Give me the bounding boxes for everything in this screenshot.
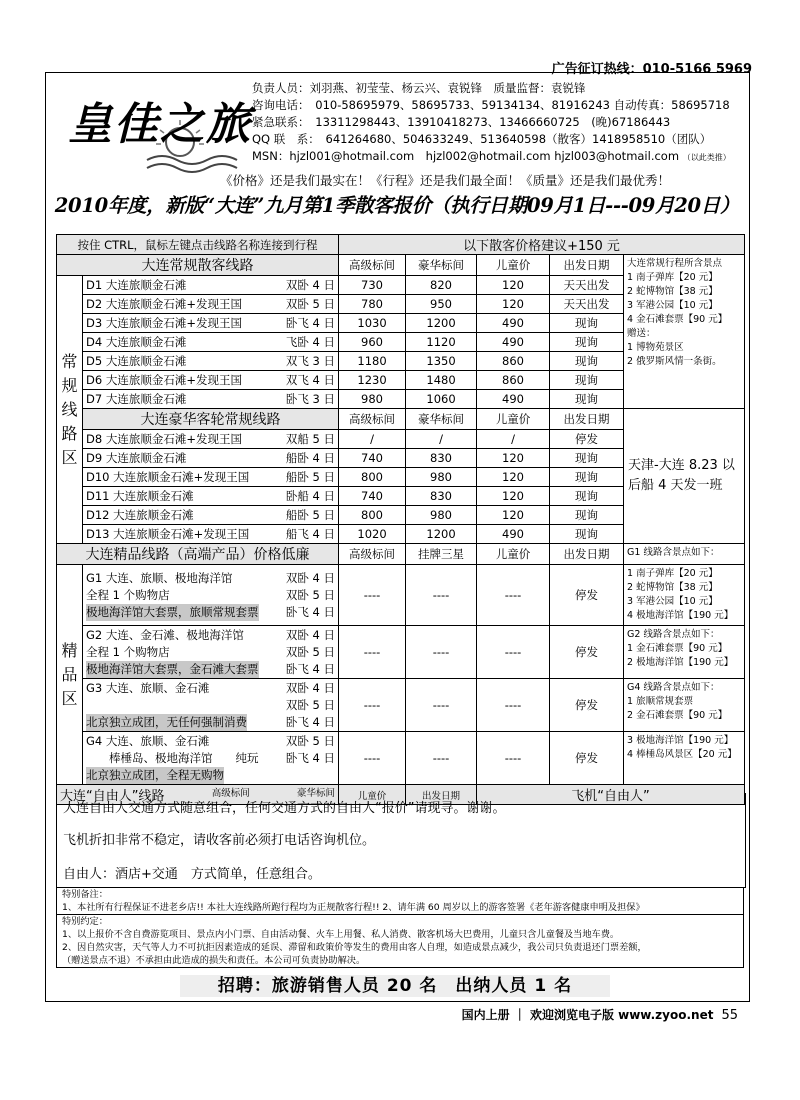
transport: 船卧 4 日	[285, 451, 336, 465]
transport: 双卧 4 日	[285, 278, 336, 292]
col-header: 高级标间	[339, 544, 406, 565]
responsible-persons: 负责人员：刘羽燕、初莹莹、杨云兴、袁锐锋 质量监督：袁锐锋	[252, 81, 586, 95]
col-header: 出发日期	[550, 544, 624, 565]
route-detail: 极地海洋馆大套票，金石滩大套票	[86, 661, 259, 676]
route-link[interactable]: D9 大连旅顺金石滩	[86, 451, 187, 465]
slogan: 《价格》还是我们最实在！《行程》还是我们最全面！《质量》还是我们最优秀！	[220, 173, 671, 188]
col-header: 出发日期	[550, 255, 624, 276]
route-detail: 全程 1 个购物店	[86, 644, 170, 659]
price-standard: 780	[339, 295, 406, 314]
route-link[interactable]: D10 大连旅顺金石滩+发现王国	[86, 470, 250, 484]
price-child: ----	[477, 679, 550, 732]
price-standard: 1020	[339, 525, 406, 544]
page-title: 2010年度，新版“大连”九月第1季散客报价（执行日期09月1日---09月20日）	[54, 194, 740, 217]
col-header: 高级标间	[339, 409, 406, 430]
price-three-star: ----	[406, 679, 477, 732]
price-child: 120	[477, 449, 550, 468]
agreement-2: 2、因自然灾害，天气等人力不可抗拒因素造成的延误、滞留和政策价等发生的费用由客人自理，如造成景点减少，我公司只负责退还门票差额，	[62, 942, 647, 953]
col-header: 高级标间	[211, 788, 250, 799]
route-link[interactable]: D2 大连旅顺金石滩+发现王国	[86, 297, 242, 311]
transport: 双卧 5 日	[285, 587, 336, 602]
logo-text: 皇佳之旅	[68, 99, 252, 150]
agreement-3: （赠送景点不退）不承担由此造成的损失和责任。本公司可负责协助解决。	[62, 955, 366, 966]
departure: 天天出发	[550, 276, 624, 295]
col-header: 儿童价	[339, 785, 406, 805]
side-note: G2 线路含景点如下：	[627, 629, 720, 640]
price-standard: 1180	[339, 352, 406, 371]
price-child: ----	[477, 732, 550, 785]
side-note: 3 军港公园【10 元】	[627, 596, 718, 607]
side-note: 2 蛇博物馆【38 元】	[627, 286, 718, 297]
free-traveler-box	[56, 793, 746, 888]
remark-title: 特别备注：	[62, 889, 108, 900]
table-row	[57, 626, 745, 679]
transport: 双卧 5 日	[285, 697, 336, 712]
price-child: /	[477, 430, 550, 449]
price-table	[56, 234, 745, 805]
route-link[interactable]: D8 大连旅顺金石滩+发现王国	[86, 432, 242, 446]
transport: 双卧 5 日	[285, 644, 336, 659]
price-deluxe: 830	[406, 487, 477, 506]
departure: 停发	[550, 430, 624, 449]
col-header: 出发日期	[550, 409, 624, 430]
departure: 现询	[550, 333, 624, 352]
price-standard: 800	[339, 506, 406, 525]
notes-section	[56, 887, 744, 968]
departure: 现询	[550, 487, 624, 506]
side-note: 2 蛇博物馆【38 元】	[627, 582, 718, 593]
msn-contact: MSN：hjzl001@hotmail.com hjzl002@hotmail.com hjzl003@hotmail.com	[252, 149, 680, 163]
transport: 双船 5 日	[285, 432, 336, 446]
transport: 卧飞 4 日	[285, 750, 336, 765]
price-three-star: ----	[406, 565, 477, 626]
transport: 卧飞 4 日	[285, 714, 336, 729]
price-deluxe: /	[406, 430, 477, 449]
route-link[interactable]: D5 大连旅顺金石滩	[86, 354, 187, 368]
price-deluxe: 1060	[406, 390, 477, 409]
ad-hotline: 广告征订热线：010-5166 5969	[551, 62, 752, 77]
link-instruction: 按住 CTRL，鼠标左键点击线路名称连接到行程	[57, 235, 339, 255]
transport: 双卧 4 日	[285, 570, 336, 585]
side-note: 4 金石滩套票【90 元】	[627, 314, 728, 325]
price-three-star: ----	[406, 732, 477, 785]
side-note: 2 极地海洋馆【190 元】	[627, 657, 734, 668]
side-note: 1 博物苑景区	[627, 342, 684, 353]
col-header: 儿童价	[477, 409, 550, 430]
side-note: 1 南子弹库【20 元】	[627, 568, 718, 579]
table-row	[57, 732, 745, 785]
cruise-section-title: 大连豪华客轮常规线路	[83, 409, 339, 430]
remark-text: 1、本社所有行程保证不进老乡店!! 本社大连线路所跑行程均为正规散客行程!! 2、请年满 60 周岁以上的游客签署《老年游客健康申明及担保》	[62, 902, 645, 913]
price-standard: ----	[339, 565, 406, 626]
price-standard: 1030	[339, 314, 406, 333]
departure: 现询	[550, 390, 624, 409]
contact-block	[252, 80, 731, 166]
premium-section-label: 精品区	[57, 565, 83, 785]
price-deluxe: 1480	[406, 371, 477, 390]
price-standard: 800	[339, 468, 406, 487]
transport: 飞卧 4 日	[285, 335, 336, 349]
free-text-2: 飞机折扣非常不稳定，请收客前必须打电话咨询机位。	[63, 833, 376, 848]
price-child: ----	[477, 565, 550, 626]
side-note: G4 线路含景点如下：	[627, 682, 720, 693]
transport: 双卧 5 日	[285, 297, 336, 311]
price-deluxe: 830	[406, 449, 477, 468]
route-link[interactable]: D7 大连旅顺金石滩	[86, 392, 187, 406]
transport: 船卧 5 日	[285, 508, 336, 522]
departure: 现询	[550, 449, 624, 468]
price-three-star: ----	[406, 626, 477, 679]
side-note: 4 极地海洋馆【190 元】	[627, 610, 734, 621]
premium-section-title: 大连精品线路（高端产品）价格低廉	[57, 544, 339, 565]
side-note: 1 金石滩套票【90 元】	[627, 643, 728, 654]
premium-side-notes	[624, 565, 745, 626]
price-deluxe: 1200	[406, 525, 477, 544]
transport: 船卧 5 日	[285, 470, 336, 484]
free-text-3: 自由人：酒店+交通 方式简单，任意组合。	[63, 867, 321, 882]
price-standard: 980	[339, 390, 406, 409]
side-note: 2 俄罗斯风情一条街。	[627, 356, 722, 367]
price-child: 120	[477, 468, 550, 487]
regular-side-notes	[624, 255, 745, 409]
free-text-1: 大连自由人交通方式随意组合，任何交通方式的自由人“报价”请现寻。谢谢。	[63, 801, 506, 816]
route-link[interactable]: G3 大连、旅顺、金石滩	[86, 680, 210, 695]
side-note: 大连常规行程所含景点	[627, 258, 723, 269]
route-link[interactable]: D3 大连旅顺金石滩+发现王国	[86, 316, 242, 330]
col-header: 儿童价	[477, 544, 550, 565]
regular-section-label: 常规线路区	[57, 276, 83, 544]
departure: 天天出发	[550, 295, 624, 314]
emergency-contact: 紧急联系： 13311298443、13910418273、13466660725 (晚)67186443	[252, 115, 671, 129]
transport: 卧飞 4 日	[285, 316, 336, 330]
departure: 现询	[550, 506, 624, 525]
price-standard: 960	[339, 333, 406, 352]
price-deluxe: 980	[406, 506, 477, 525]
transport: 卧飞 4 日	[285, 661, 336, 676]
cruise-side-note: 天津-大连 8.23 以后船 4 天发一班	[624, 409, 745, 544]
side-note: 2 金石滩套票【90 元】	[627, 710, 728, 721]
price-child: 490	[477, 525, 550, 544]
departure: 现询	[550, 525, 624, 544]
transport: 双卧 4 日	[285, 627, 336, 642]
price-child: 860	[477, 371, 550, 390]
premium-side-notes	[624, 544, 745, 565]
departure: 停发	[550, 679, 624, 732]
premium-side-notes	[624, 732, 745, 785]
footer-text: 国内上册 ｜ 欢迎浏览电子版 www.zyoo.net	[461, 1008, 714, 1022]
transport: 双卧 5 日	[285, 733, 336, 748]
departure: 现询	[550, 352, 624, 371]
price-deluxe: 1200	[406, 314, 477, 333]
price-standard: /	[339, 430, 406, 449]
table-row	[57, 679, 745, 732]
price-child: 860	[477, 352, 550, 371]
price-deluxe: 1120	[406, 333, 477, 352]
transport: 船飞 4 日	[285, 527, 336, 541]
qq-contact: QQ 联 系： 641264680、504633249、513640598（散客）1418958510（团队）	[252, 132, 712, 146]
route-link[interactable]: D1 大连旅顺金石滩	[86, 278, 187, 292]
free-section-title: 大连“自由人”线路	[60, 789, 165, 804]
price-standard: 730	[339, 276, 406, 295]
agreement-title: 特别约定：	[62, 916, 108, 927]
col-header: 豪华标间	[406, 409, 477, 430]
route-link[interactable]: D12 大连旅顺金石滩	[86, 508, 194, 522]
recruitment-banner: 招聘：旅游销售人员 20 名 出纳人员 1 名	[180, 975, 610, 997]
departure: 现询	[550, 468, 624, 487]
side-note: 3 极地海洋馆【190 元】	[627, 735, 734, 746]
price-child: 490	[477, 390, 550, 409]
transport: 卧飞 3 日	[285, 392, 336, 406]
price-standard: 1230	[339, 371, 406, 390]
col-header: 出发日期	[406, 785, 477, 805]
route-detail: 极地海洋馆大套票，旅顺常规套票	[86, 604, 259, 619]
transport: 双卧 4 日	[285, 680, 336, 695]
price-child: 490	[477, 333, 550, 352]
col-header: 豪华标间	[406, 255, 477, 276]
price-child: 120	[477, 487, 550, 506]
route-link[interactable]: D4 大连旅顺金石滩	[86, 335, 187, 349]
side-note: 1 南子弹库【20 元】	[627, 272, 718, 283]
page-footer	[462, 1006, 738, 1023]
page-number: 55	[721, 1008, 738, 1023]
price-child: 120	[477, 295, 550, 314]
regular-section-title: 大连常规散客线路	[57, 255, 339, 276]
side-note: 1 旅顺常规套票	[627, 696, 694, 707]
premium-side-notes	[624, 679, 745, 732]
route-detail: 北京独立成团，全程无购物	[86, 767, 224, 782]
departure: 停发	[550, 565, 624, 626]
price-child: 120	[477, 276, 550, 295]
col-header: 儿童价	[477, 255, 550, 276]
transport: 卧飞 4 日	[285, 604, 336, 619]
col-header: 高级标间	[339, 255, 406, 276]
col-header: 挂牌三星	[406, 544, 477, 565]
route-detail: 棒棰岛、极地海洋馆 纯玩	[86, 750, 259, 765]
price-deluxe: 980	[406, 468, 477, 487]
price-note: 以下散客价格建议+150 元	[339, 235, 745, 255]
price-deluxe: 820	[406, 276, 477, 295]
route-link[interactable]: G2 大连、金石滩、极地海洋馆	[86, 627, 244, 642]
price-standard: ----	[339, 732, 406, 785]
departure: 现询	[550, 314, 624, 333]
transport: 卧船 4 日	[285, 489, 336, 503]
table-row	[57, 565, 745, 626]
route-link[interactable]: G1 大连、旅顺、极地海洋馆	[86, 570, 233, 585]
price-standard: 740	[339, 449, 406, 468]
side-note: 3 军港公园【10 元】	[627, 300, 718, 311]
departure: 现询	[550, 371, 624, 390]
departure: 停发	[550, 732, 624, 785]
transport: 双飞 3 日	[285, 354, 336, 368]
price-child: ----	[477, 626, 550, 679]
price-standard: ----	[339, 626, 406, 679]
transport: 双飞 4 日	[285, 373, 336, 387]
msn-note: （以此类推）	[682, 153, 731, 162]
route-link[interactable]: D6 大连旅顺金石滩+发现王国	[86, 373, 242, 387]
price-child: 490	[477, 314, 550, 333]
price-deluxe: 950	[406, 295, 477, 314]
route-link[interactable]: G4 大连、旅顺、金石滩	[86, 733, 210, 748]
side-note: 4 棒棰岛风景区【20 元】	[627, 749, 737, 760]
price-standard: 740	[339, 487, 406, 506]
price-deluxe: 1350	[406, 352, 477, 371]
route-link[interactable]: D11 大连旅顺金石滩	[86, 489, 194, 503]
route-detail: 全程 1 个购物店	[86, 587, 170, 602]
agreement-1: 1、以上报价不含自费游览项目、景点内小门票、自由活动餐、火车上用餐、私人消费、散客机场大巴费用，儿童只含儿童餐及当地车费。	[62, 929, 620, 940]
plane-free-title: 飞机“自由人”	[477, 785, 745, 805]
side-note: 赠送：	[627, 328, 656, 339]
departure: 停发	[550, 626, 624, 679]
price-standard: ----	[339, 679, 406, 732]
route-detail: 北京独立成团，无任何强制消费	[86, 714, 247, 729]
col-header: 豪华标间	[297, 788, 336, 799]
side-note: G1 线路含景点如下：	[627, 547, 720, 558]
premium-side-notes	[624, 626, 745, 679]
consult-phone: 咨询电话： 010-58695979、58695733、59134134、81916243 自动传真：58695718	[252, 98, 730, 112]
price-child: 120	[477, 506, 550, 525]
route-link[interactable]: D13 大连旅顺金石滩+发现王国	[86, 527, 250, 541]
